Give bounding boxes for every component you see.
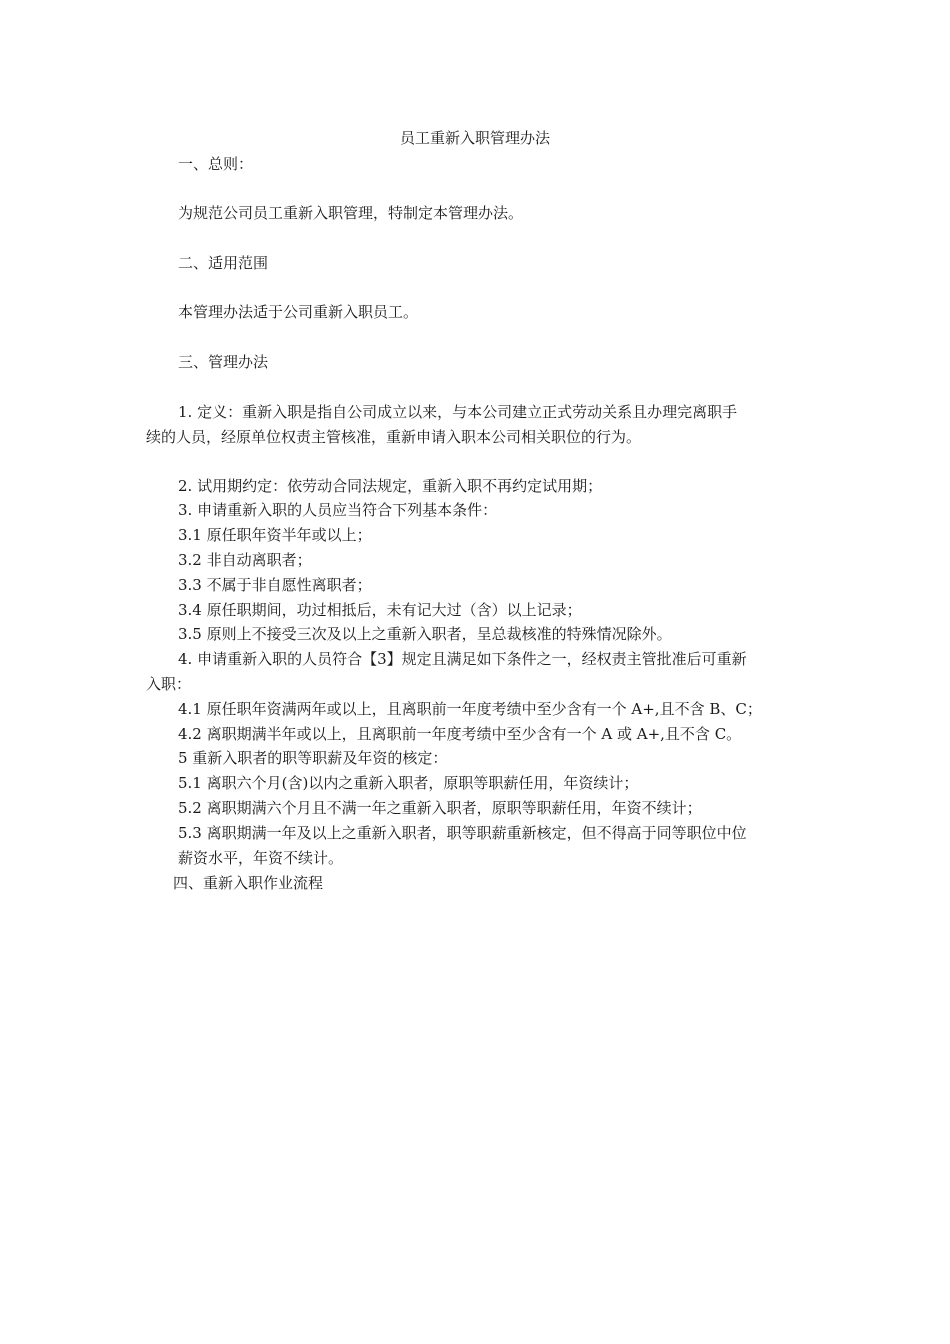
item-4-2: 4.2 离职期满半年或以上，且离职前一年度考绩中至少含有一个 A 或 A+,且不含 C。 (178, 725, 742, 743)
section-1-text: 为规范公司员工重新入职管理，特制定本管理办法。 (178, 204, 524, 222)
item-2: 2. 试用期约定：依劳动合同法规定，重新入职不再约定试用期； (178, 477, 603, 495)
item-5-3-line-1: 5.3 离职期满一年及以上之重新入职者，职等职薪重新核定，但不得高于同等职位中位 (178, 824, 747, 842)
item-4-line-2: 入职： (146, 675, 192, 693)
section-2-text: 本管理办法适于公司重新入职员工。 (178, 303, 419, 321)
item-5-3-line-2: 薪资水平，年资不续计。 (178, 849, 344, 867)
section-3-heading: 三、管理办法 (178, 353, 269, 371)
item-3-3: 3.3 不属于非自愿性离职者； (178, 576, 372, 594)
item-4-1: 4.1 原任职年资满两年或以上，且离职前一年度考绩中至少含有一个 A+,且不含 B、C； (178, 700, 762, 718)
item-5: 5 重新入职者的职等职薪及年资的核定： (178, 749, 448, 767)
item-5-1: 5.1 离职六个月(含)以内之重新入职者，原职等职薪任用，年资续计； (178, 774, 639, 792)
item-3-5: 3.5 原则上不接受三次及以上之重新入职者，呈总裁核准的特殊情况除外。 (178, 625, 672, 643)
item-3: 3. 申请重新入职的人员应当符合下列基本条件： (178, 501, 498, 519)
item-3-2: 3.2 非自动离职者； (178, 551, 312, 569)
item-3-1: 3.1 原任职年资半年或以上； (178, 526, 372, 544)
section-4-heading: 四、重新入职作业流程 (173, 874, 324, 892)
document-title: 员工重新入职管理办法 (399, 129, 550, 147)
item-4-line-1: 4. 申请重新入职的人员符合【3】规定且满足如下条件之一，经权责主管批准后可重新 (178, 650, 747, 668)
section-1-heading: 一、总则： (178, 155, 254, 173)
item-1-line-2: 续的人员，经原单位权责主管核准，重新申请入职本公司相关职位的行为。 (146, 428, 642, 446)
item-3-4: 3.4 原任职期间，功过相抵后，未有记大过（含）以上记录； (178, 601, 582, 619)
section-2-heading: 二、适用范围 (178, 254, 269, 272)
item-1-line-1: 1. 定义：重新入职是指自公司成立以来，与本公司建立正式劳动关系且办理完离职手 (178, 403, 738, 421)
item-5-2: 5.2 离职期满六个月且不满一年之重新入职者，原职等职薪任用，年资不续计； (178, 799, 702, 817)
